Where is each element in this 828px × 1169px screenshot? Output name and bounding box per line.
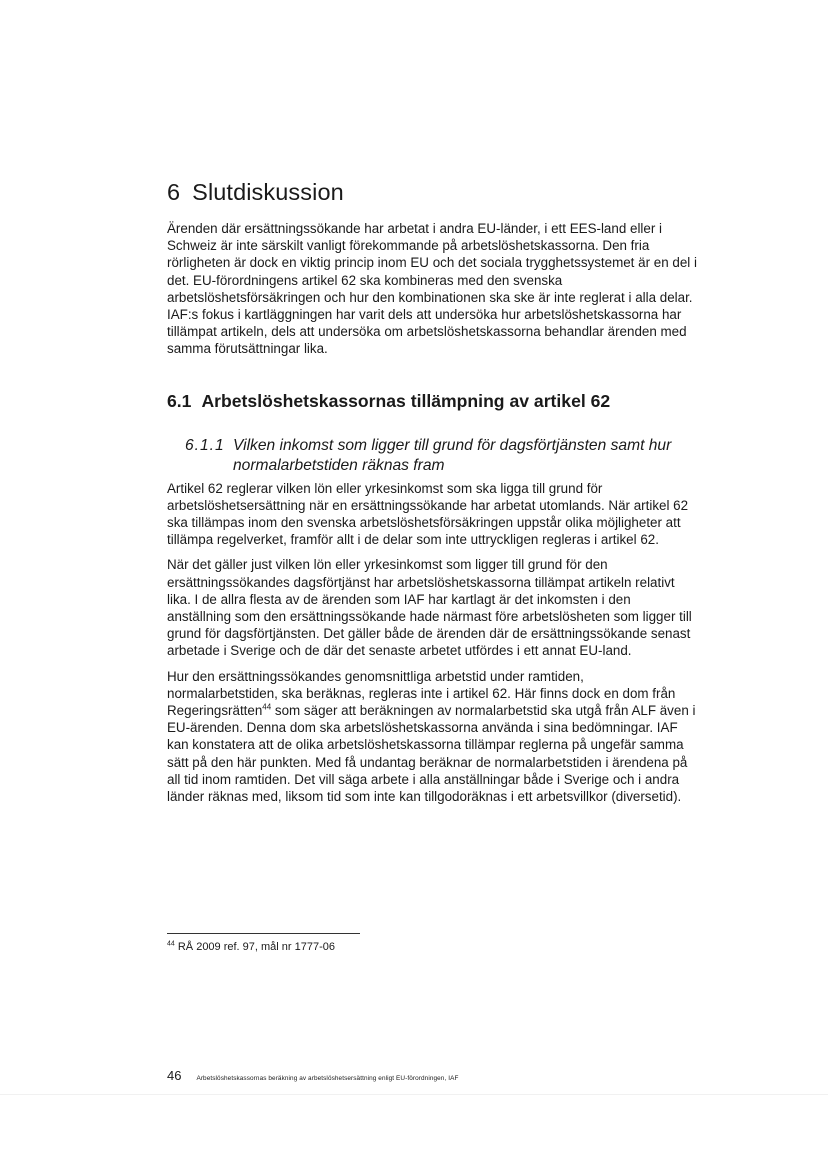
subsection-title: Vilken inkomst som ligger till grund för dagsförtjänsten samt hur normalarbetstiden räknas fram: [233, 436, 672, 474]
body-paragraph-1: Artikel 62 reglerar vilken lön eller yrkesinkomst som ska ligga till grund för arbetslöshetsersättning när en ersättningssökande har arbetat utomlands. När artikel 62 ska tillämpas inom den svenska arbetslöshetsförsäkringen uppstår olika möjligheter att tillämpa regelverket, framför allt i de delar som inte uttryckligen regleras i artikel 62.: [167, 480, 689, 548]
page-content: [167, 176, 697, 805]
footnote-divider: [167, 933, 360, 934]
body-paragraph-2: När det gäller just vilken lön eller yrkesinkomst som ligger till grund för den ersättningssökandes dagsförtjänst har arbetslöshetskassorna tillämpat artikeln relativt lika. I de allra flesta av de ärenden som IAF har kartlagt är det inkomsten i den anställning som den ersättningssökande hade närmast före arbetslösheten som ligger till grund för dagsförtjänsten. Det gäller både de ärenden där de ersättningssökande senast arbetade i Sverige och de där det senaste arbetet utfördes i ett annat EU-land.: [167, 557, 692, 659]
intro-paragraph: Ärenden där ersättningssökande har arbetat i andra EU-länder, i ett EES-land eller i Schweiz är inte särskilt vanligt förekommande på arbetslöshetskassorna. Den fria rörligheten är dock en viktig princip inom EU och det sociala trygghetssystemet är en del i det. EU-förordningens artikel 62 ska kombineras med den svenska arbetslöshetsförsäkringen och hur den kombinationen ska ske är inte reglerat i alla delar. IAF:s fokus i kartläggningen har varit dels att undersöka hur arbetslöshetskassorna har tillämpat artikeln, dels att undersöka om arbetslöshetskassorna behandlar ärenden med samma förutsättningar lika.: [167, 221, 697, 357]
section-number: 6.1: [167, 390, 192, 411]
subsection-heading: [167, 436, 697, 476]
page-footer: [167, 1068, 458, 1083]
footnote: [167, 940, 335, 954]
page-number: 46: [167, 1068, 182, 1083]
scan-edge-line: [0, 1094, 828, 1095]
footnote-number: 44: [167, 940, 175, 948]
chapter-title: Slutdiskussion: [192, 179, 344, 205]
footer-document-title: Arbetslöshetskassornas beräkning av arbetslöshetsersättning enligt EU-förordningen, IAF: [196, 1075, 459, 1082]
section-heading: [167, 390, 697, 412]
chapter-heading: [167, 176, 697, 208]
body-paragraph-3: [167, 668, 697, 806]
section-title: Arbetslöshetskassornas tillämpning av artikel 62: [201, 390, 611, 411]
footnote-text: RÅ 2009 ref. 97, mål nr 1777-06: [177, 941, 336, 953]
chapter-number: 6: [167, 179, 181, 205]
paragraph-3-start: Hur den ersättningssökandes genomsnittliga arbetstid under ramtiden, normalarbetstiden, ska beräknas, regleras inte i artikel 62. Här finns dock en dom från Regeringsrätten: [167, 668, 676, 719]
paragraph-3-end: som säger att beräkningen av normalarbetstid ska utgå från ALF även i EU-ärenden. Denna dom ska arbetslöshetskassorna använda i sina bedömningar. IAF kan konstatera att de olika arbetslöshetskassorna tillämpar reglerna på ungefär samma sätt på den här punkten. Med få undantag beräknar de normalarbetstiden i ärendena på all tid inom ramtiden. Det vill säga arbete i alla anställningar både i Sverige och i andra länder räknas med, liksom tid som inte kan tillgodoräknas i ett arbetsvillkor (diversetid).: [167, 703, 696, 805]
subsection-number: 6.1.1: [185, 436, 225, 454]
footnote-reference[interactable]: 44: [262, 702, 272, 712]
